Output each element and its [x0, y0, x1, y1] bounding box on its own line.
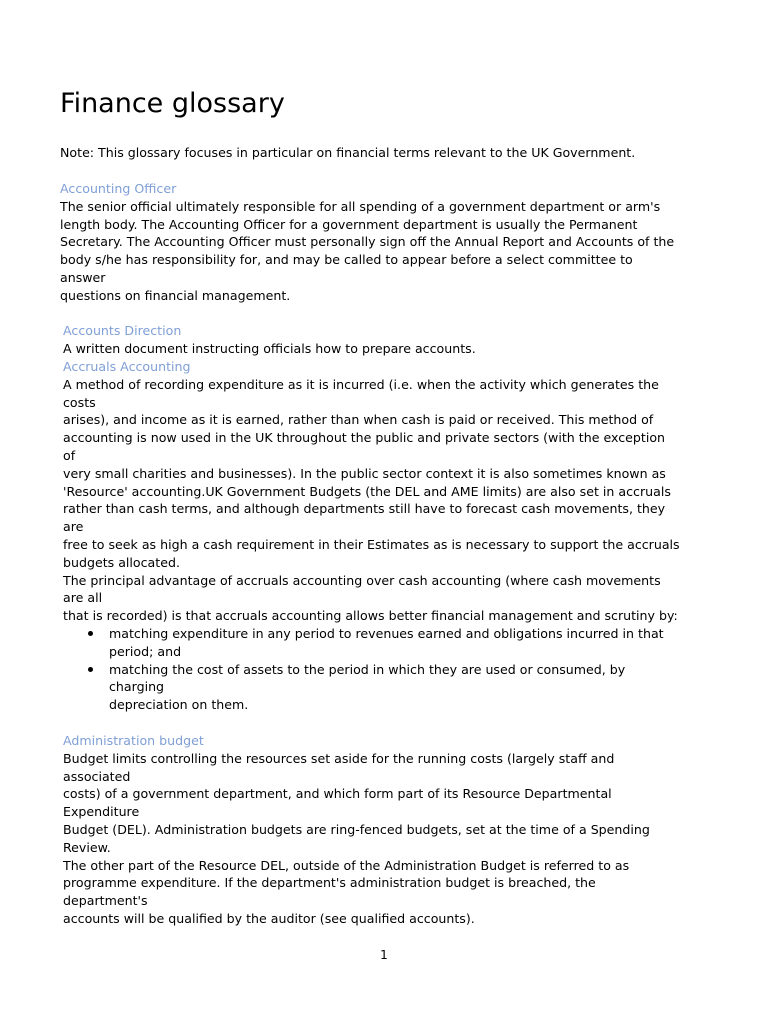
definition-line: Budget limits controlling the resources set aside for the running costs (largely staff and: [63, 750, 615, 766]
bullet-icon: [88, 667, 93, 672]
bullet-text: matching the cost of assets to the period in which they are used or consumed, by: [109, 661, 626, 677]
bullet-text: period; and: [109, 643, 182, 659]
bullet-text: matching expenditure in any period to revenues earned and obligations incurred in that: [109, 625, 664, 641]
definition-line: The principal advantage of accruals accounting over cash accounting (where cash movements: [63, 572, 661, 588]
definition-line: The other part of the Resource DEL, outside of the Administration Budget is referred to as: [63, 857, 630, 873]
definition-line: Secretary. The Accounting Officer must personally sign off the Annual Report and Accounts of the: [60, 234, 675, 250]
document-title: Finance glossary: [60, 88, 285, 119]
note-text: Note: This glossary focuses in particular on financial terms relevant to the UK Government.: [60, 145, 636, 160]
entry-accounting-officer: [60, 180, 674, 305]
definition-line: 'Resource' accounting.UK Government Budgets (the DEL and AME limits) are also set in accruals: [63, 483, 671, 499]
definition-line: arises), and income as it is earned, rather than when cash is paid or received. This method of: [63, 412, 654, 428]
page-number: 1: [380, 948, 388, 962]
definition-line: budgets allocated.: [63, 554, 180, 570]
definition-line: The senior official ultimately responsible for all spending of a government department or arm's: [60, 198, 661, 214]
definition-line: accounts will be qualified by the auditor (see qualified accounts).: [63, 910, 475, 926]
entry-accounts-direction: [63, 322, 476, 358]
glossary-note: [60, 144, 635, 162]
definition-line: length body. The Accounting Officer for a government department is usually the Permanent: [60, 216, 638, 232]
definition-line: costs) of a government department, and which form part of its Resource Departmental: [63, 786, 612, 802]
definition-line: very small charities and businesses). In the public sector context it is also sometimes known as: [63, 465, 666, 481]
definition-line: associated: [63, 768, 131, 784]
definition-line: A written document instructing officials how to prepare accounts.: [63, 340, 476, 356]
definition-line: free to seek as high a cash requirement in their Estimates as is necessary to support the accruals: [63, 536, 680, 552]
definition-line: that is recorded) is that accruals accounting allows better financial management and scrutiny by:: [63, 608, 678, 624]
entry-administration-budget: [63, 732, 650, 928]
definition-line: Review.: [63, 839, 111, 855]
definition-line: department's: [63, 893, 148, 909]
entry-accruals-accounting: [63, 358, 680, 714]
definition-line: accounting is now used in the UK throughout the public and private sectors (with the exception: [63, 430, 666, 446]
definition-line: Budget (DEL). Administration budgets are ring-fenced budgets, set at the time of a Spending: [63, 821, 650, 837]
definition-line: questions on financial management.: [60, 287, 291, 303]
definition-line: costs: [63, 394, 96, 410]
definition-line: Expenditure: [63, 804, 140, 820]
definition-line: answer: [60, 269, 106, 285]
term-heading: Accruals Accounting: [63, 359, 191, 374]
bullet-icon: [88, 631, 93, 636]
term-heading: Administration budget: [63, 733, 204, 748]
definition-line: are: [63, 519, 84, 535]
definition-line: programme expenditure. If the department's administration budget is breached, the: [63, 875, 596, 891]
term-heading: Accounts Direction: [63, 323, 182, 338]
term-heading: Accounting Officer: [60, 181, 177, 196]
bullet-text: charging: [109, 679, 165, 695]
definition-line: rather than cash terms, and although departments still have to forecast cash movements, they: [63, 501, 666, 517]
definition-line: of: [63, 447, 76, 463]
definition-line: are all: [63, 590, 103, 606]
definition-line: A method of recording expenditure as it is incurred (i.e. when the activity which generates the: [63, 376, 659, 392]
definition-line: body s/he has responsibility for, and may be called to appear before a select committee to: [60, 252, 633, 268]
bullet-text: depreciation on them.: [109, 697, 249, 713]
bullet-item: [63, 625, 680, 661]
bullet-item: [63, 661, 680, 714]
